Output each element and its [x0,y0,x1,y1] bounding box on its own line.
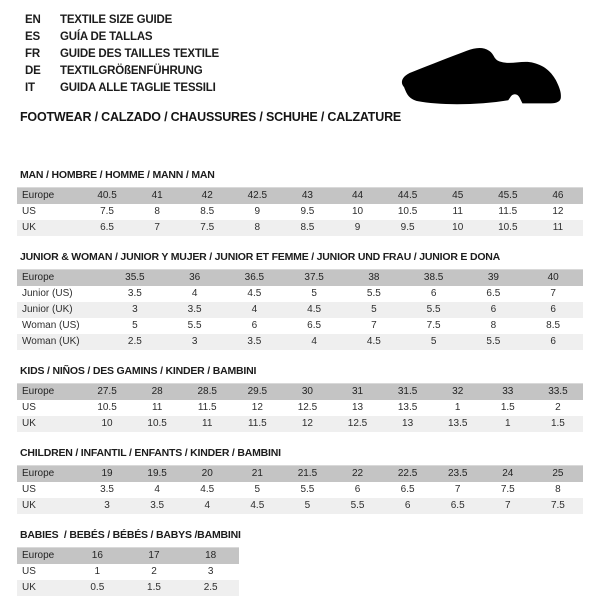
size-row-label: US [17,564,69,580]
language-label: GUÍA DE TALLAS [60,31,153,43]
size-cell: 7.5 [483,482,533,498]
size-col-header: 18 [182,548,239,565]
size-cell: 12.5 [332,416,382,432]
size-cell: 8 [533,482,583,498]
region-col-header: Europe [17,188,82,205]
size-cell: 1 [69,564,126,580]
size-cell: 5.5 [282,482,332,498]
size-col-header: 33 [483,384,533,401]
size-cell: 4 [284,334,344,350]
language-code: IT [25,82,35,94]
size-cell: 12 [232,400,282,416]
size-cell: 5.5 [344,286,404,302]
size-col-header: 21.5 [282,466,332,483]
region-col-header: Europe [17,384,82,401]
size-cell: 13.5 [383,400,433,416]
size-cell: 1.5 [126,580,183,596]
section-title: JUNIOR & WOMAN / JUNIOR Y MUJER / JUNIOR ET FEMME / JUNIOR UND FRAU / JUNIOR E DONA [20,251,501,263]
size-cell: 12 [533,204,583,220]
size-col-header: 36 [165,270,225,287]
size-cell: 3 [182,564,239,580]
size-cell: 6.5 [284,318,344,334]
size-col-header: 19 [82,466,132,483]
size-cell: 3 [165,334,225,350]
size-cell: 9.5 [282,204,332,220]
size-col-header: 19.5 [132,466,182,483]
size-row-label: Woman (UK) [17,334,105,350]
size-section-children [17,447,600,514]
size-table-babies [17,547,239,596]
size-col-header: 36.5 [225,270,285,287]
size-cell: 7 [433,482,483,498]
size-cell: 4.5 [344,334,404,350]
size-cell: 9 [232,204,282,220]
size-row-label: UK [17,580,69,596]
size-cell: 8.5 [523,318,583,334]
size-col-header: 39 [464,270,524,287]
size-col-header: 45 [433,188,483,205]
table-row [17,204,583,220]
category-heading: FOOTWEAR / CALZADO / CHAUSSURES / SCHUHE / CALZATURE [20,110,402,124]
table-row [17,498,583,514]
size-cell: 10 [82,416,132,432]
table-row [17,580,239,596]
size-cell: 8.5 [282,220,332,236]
size-cell: 12.5 [282,400,332,416]
language-code: DE [25,65,41,77]
size-section-junior-woman [17,251,600,350]
size-cell: 4.5 [225,286,285,302]
size-cell: 3.5 [225,334,285,350]
size-row-label: Junior (UK) [17,302,105,318]
size-cell: 6.5 [82,220,132,236]
section-title: MAN / HOMBRE / HOMME / MANN / MAN [20,169,215,181]
size-cell: 7 [523,286,583,302]
size-cell: 6 [225,318,285,334]
size-col-header: 29.5 [232,384,282,401]
language-row-es [25,29,600,46]
size-cell: 9 [332,220,382,236]
size-col-header: 38 [344,270,404,287]
size-col-header: 24 [483,466,533,483]
table-header-row [17,548,239,565]
region-col-header: Europe [17,270,105,287]
size-cell: 6 [383,498,433,514]
size-cell: 13.5 [433,416,483,432]
language-row-en [25,12,600,29]
size-col-header: 42.5 [232,188,282,205]
size-row-label: Junior (US) [17,286,105,302]
size-cell: 8 [232,220,282,236]
size-col-header: 43 [282,188,332,205]
size-col-header: 28 [132,384,182,401]
size-cell: 4.5 [284,302,344,318]
size-col-header: 44.5 [383,188,433,205]
size-cell: 8 [464,318,524,334]
size-cell: 6.5 [464,286,524,302]
size-cell: 8.5 [182,204,232,220]
size-cell: 7.5 [533,498,583,514]
size-col-header: 28.5 [182,384,232,401]
size-cell: 0.5 [69,580,126,596]
size-row-label: US [17,400,82,416]
language-label: GUIDA ALLE TAGLIE TESSILI [60,82,216,94]
size-cell: 6 [404,286,464,302]
size-section-man [17,169,600,236]
section-title: KIDS / NIÑOS / DES GAMINS / KINDER / BAMBINI [20,365,257,377]
table-row [17,302,583,318]
size-row-label: UK [17,416,82,432]
size-cell: 11 [182,416,232,432]
table-row [17,400,583,416]
size-col-header: 38.5 [404,270,464,287]
size-col-header: 31 [332,384,382,401]
size-row-label: UK [17,220,82,236]
size-cell: 3.5 [165,302,225,318]
dress-shoe-icon [398,46,572,106]
size-col-header: 17 [126,548,183,565]
size-row-label: UK [17,498,82,514]
table-header-row [17,188,583,205]
size-col-header: 45.5 [483,188,533,205]
size-cell: 6 [523,334,583,350]
size-col-header: 40 [523,270,583,287]
size-cell: 8 [132,204,182,220]
size-cell: 13 [332,400,382,416]
size-col-header: 44 [332,188,382,205]
size-col-header: 21 [232,466,282,483]
size-cell: 13 [383,416,433,432]
size-cell: 6 [523,302,583,318]
size-section-babies [17,529,600,596]
table-row [17,416,583,432]
size-cell: 5 [344,302,404,318]
size-cell: 4.5 [182,482,232,498]
table-row [17,318,583,334]
size-cell: 1 [483,416,533,432]
size-cell: 10.5 [483,220,533,236]
size-cell: 11 [433,204,483,220]
size-col-header: 31.5 [383,384,433,401]
size-cell: 5.5 [332,498,382,514]
size-cell: 3.5 [82,482,132,498]
table-header-row [17,384,583,401]
size-col-header: 37.5 [284,270,344,287]
size-col-header: 30 [282,384,332,401]
table-header-row [17,466,583,483]
language-code: FR [25,48,40,60]
size-cell: 6 [332,482,382,498]
size-col-header: 33.5 [533,384,583,401]
size-cell: 10 [332,204,382,220]
section-title: CHILDREN / INFANTIL / ENFANTS / KINDER / BAMBINI [20,447,281,459]
size-cell: 10.5 [82,400,132,416]
size-cell: 5 [232,482,282,498]
size-col-header: 22 [332,466,382,483]
size-cell: 6.5 [383,482,433,498]
size-col-header: 27.5 [82,384,132,401]
size-cell: 3.5 [132,498,182,514]
size-col-header: 35.5 [105,270,165,287]
size-cell: 7.5 [182,220,232,236]
size-cell: 6 [464,302,524,318]
table-row [17,564,239,580]
size-table-man [17,187,583,236]
size-cell: 12 [282,416,332,432]
size-cell: 2 [126,564,183,580]
region-col-header: Europe [17,466,82,483]
size-cell: 7 [483,498,533,514]
size-col-header: 25 [533,466,583,483]
size-cell: 11.5 [232,416,282,432]
size-row-label: US [17,204,82,220]
size-cell: 11 [533,220,583,236]
size-cell: 5 [284,286,344,302]
language-label: GUIDE DES TAILLES TEXTILE [60,48,219,60]
language-label: TEXTILGRÖßENFÜHRUNG [60,65,203,77]
size-table-children [17,465,583,514]
size-cell: 10.5 [132,416,182,432]
size-cell: 5 [105,318,165,334]
size-cell: 7 [132,220,182,236]
size-cell: 11.5 [182,400,232,416]
size-col-header: 20 [182,466,232,483]
language-code: ES [25,31,40,43]
size-cell: 5.5 [165,318,225,334]
table-row [17,286,583,302]
size-cell: 4 [225,302,285,318]
size-cell: 3 [82,498,132,514]
size-cell: 1.5 [533,416,583,432]
language-label: TEXTILE SIZE GUIDE [60,14,173,26]
size-cell: 3.5 [105,286,165,302]
table-row [17,220,583,236]
size-cell: 2 [533,400,583,416]
size-cell: 1 [433,400,483,416]
size-cell: 9.5 [383,220,433,236]
size-cell: 5.5 [464,334,524,350]
size-table-kids [17,383,583,432]
size-cell: 7.5 [82,204,132,220]
table-row [17,334,583,350]
region-col-header: Europe [17,548,69,565]
size-cell: 7.5 [404,318,464,334]
size-col-header: 16 [69,548,126,565]
size-row-label: Woman (US) [17,318,105,334]
size-cell: 10 [433,220,483,236]
size-cell: 4 [132,482,182,498]
size-cell: 4 [165,286,225,302]
size-cell: 1.5 [483,400,533,416]
size-cell: 4.5 [232,498,282,514]
size-tables [17,169,600,596]
size-col-header: 46 [533,188,583,205]
size-section-kids [17,365,600,432]
size-cell: 11.5 [483,204,533,220]
size-col-header: 40.5 [82,188,132,205]
language-code: EN [25,14,41,26]
size-cell: 3 [105,302,165,318]
size-row-label: US [17,482,82,498]
size-col-header: 22.5 [383,466,433,483]
size-cell: 5 [404,334,464,350]
size-cell: 5 [282,498,332,514]
size-cell: 11 [132,400,182,416]
size-col-header: 32 [433,384,483,401]
size-cell: 7 [344,318,404,334]
size-cell: 2.5 [182,580,239,596]
size-cell: 4 [182,498,232,514]
size-cell: 10.5 [383,204,433,220]
size-cell: 6.5 [433,498,483,514]
section-title: BABIES / BEBÉS / BÉBÉS / BABYS /BAMBINI [20,529,241,541]
table-row [17,482,583,498]
size-cell: 5.5 [404,302,464,318]
size-col-header: 42 [182,188,232,205]
size-table-junior-woman [17,269,583,350]
size-col-header: 41 [132,188,182,205]
size-cell: 2.5 [105,334,165,350]
size-col-header: 23.5 [433,466,483,483]
table-header-row [17,270,583,287]
